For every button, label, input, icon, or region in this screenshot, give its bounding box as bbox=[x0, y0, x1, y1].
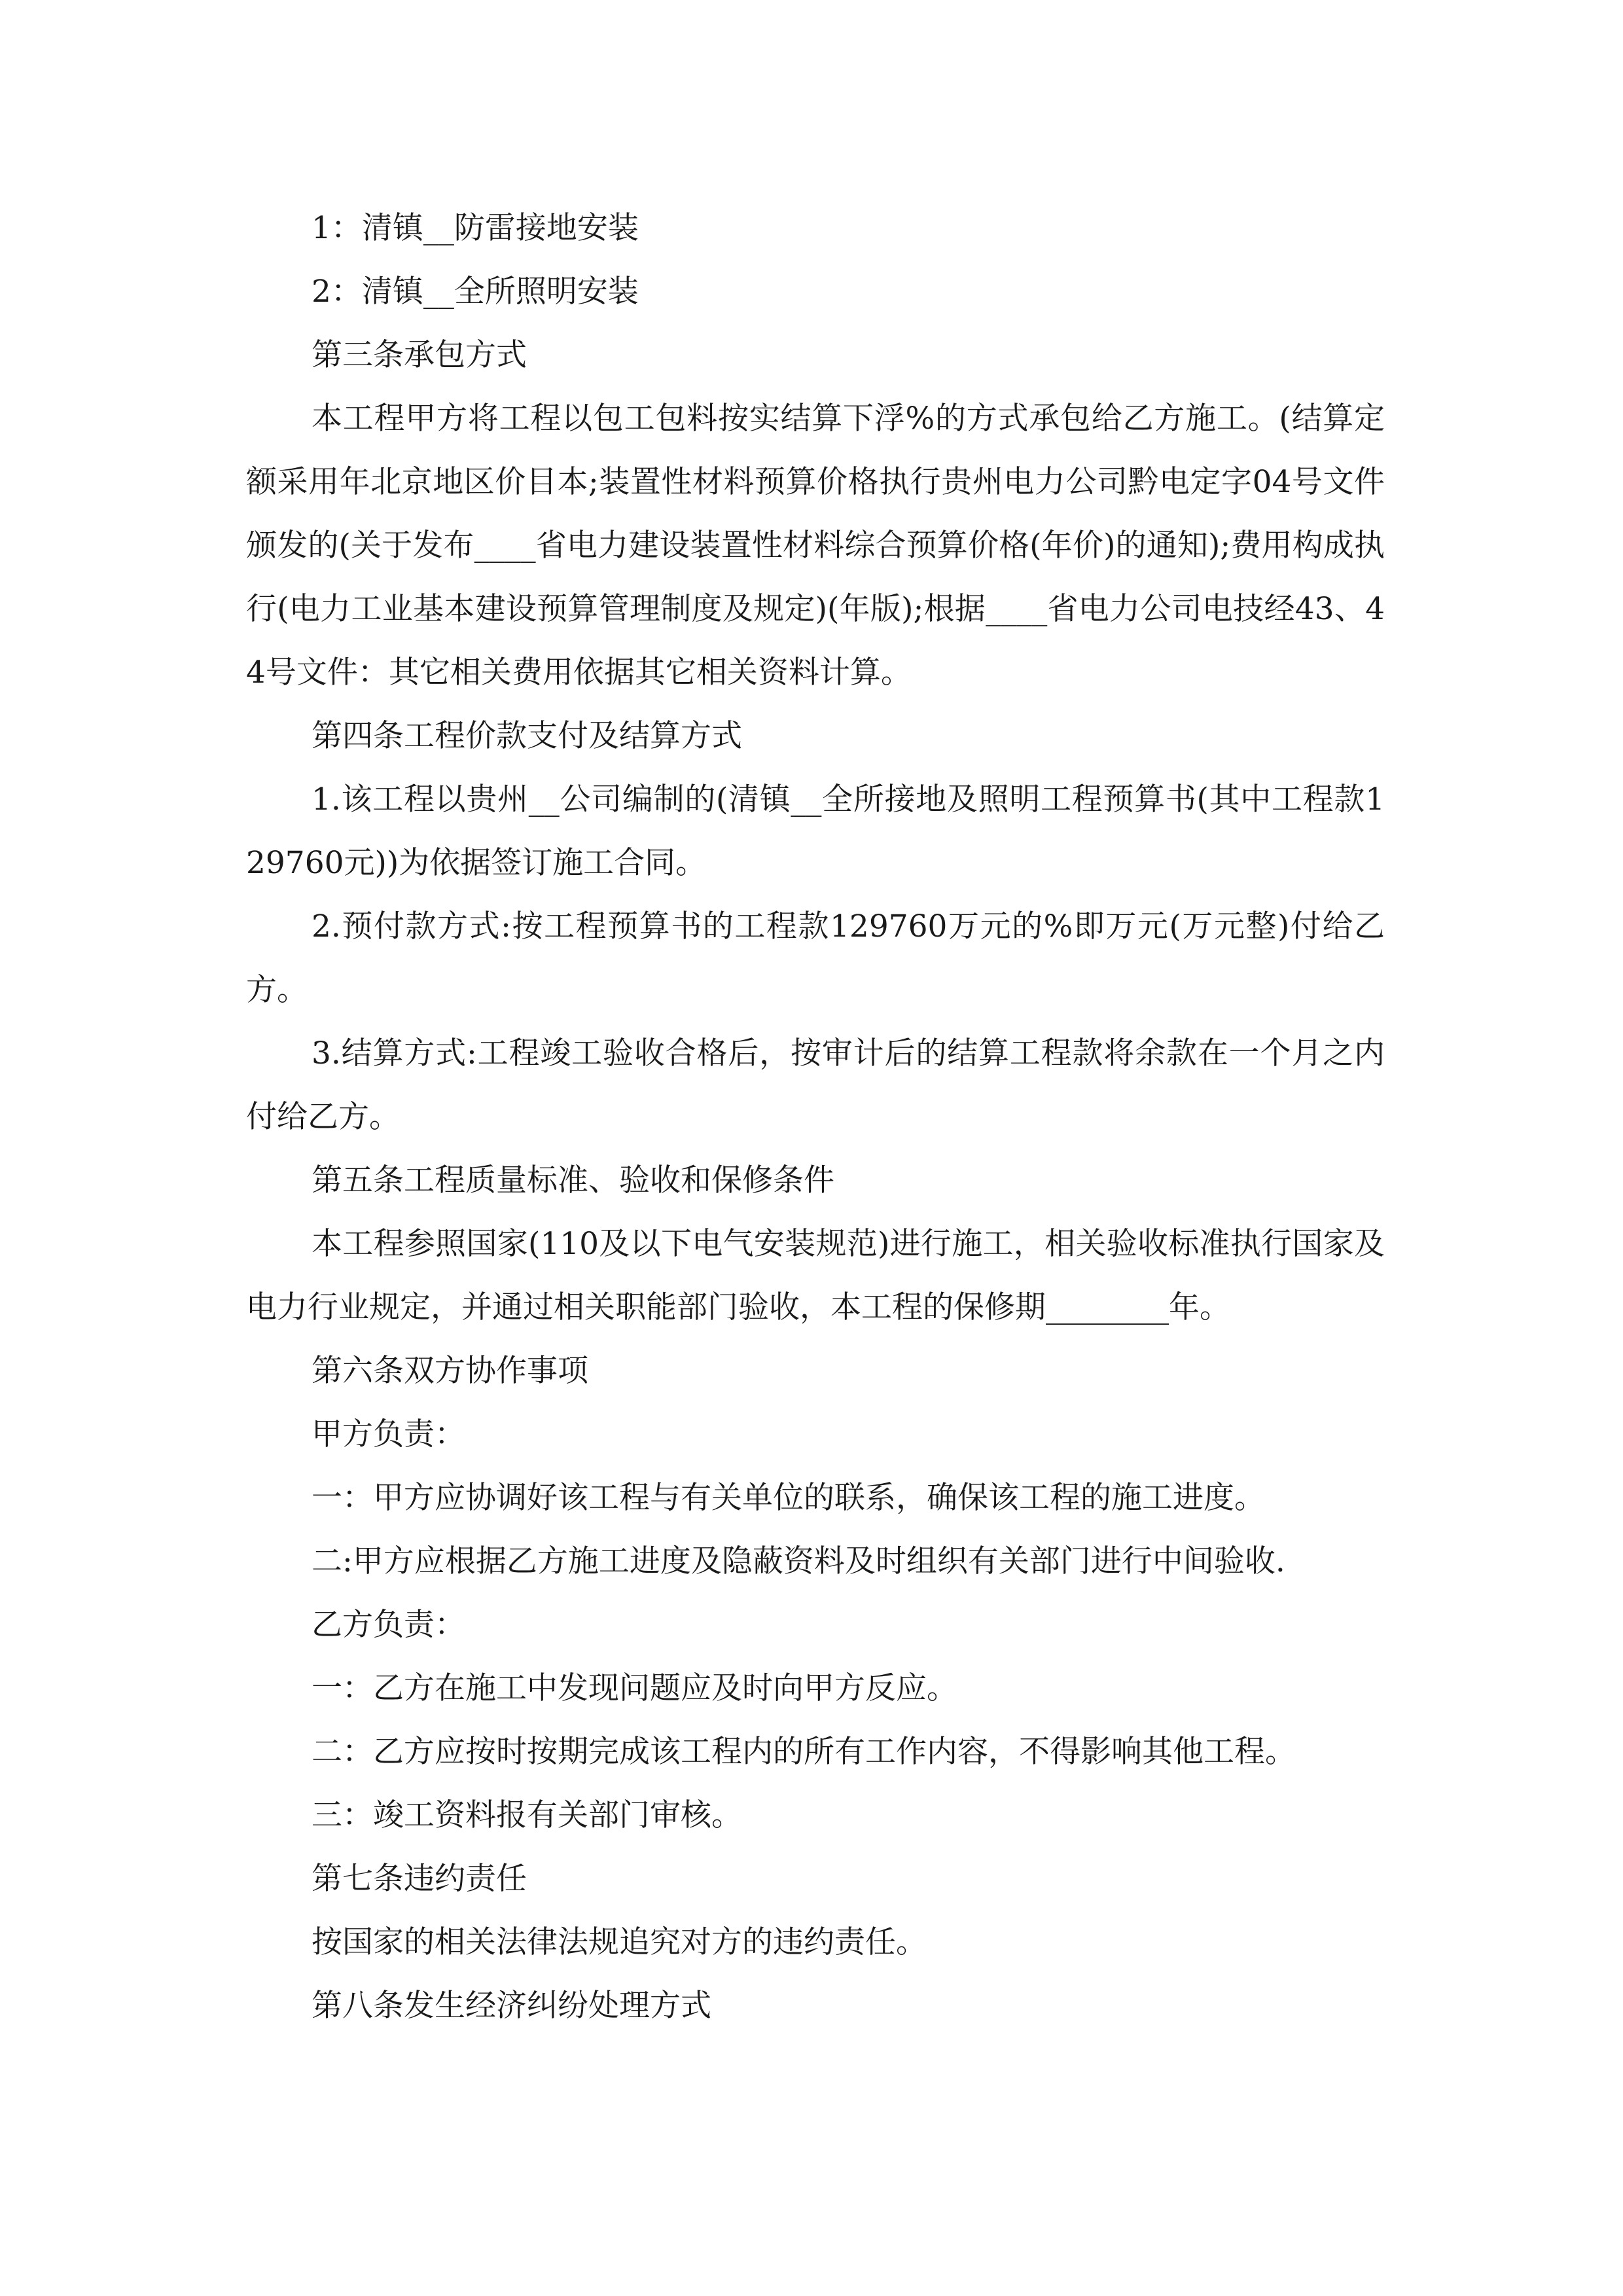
paragraph: 2.预付款方式:按工程预算书的工程款129760万元的%即万元(万元整)付给乙方。 bbox=[246, 908, 1385, 1008]
section-heading: 第七条违约责任 bbox=[312, 1861, 527, 1897]
paragraph: 1：清镇__防雷接地安装 bbox=[312, 210, 639, 246]
paragraph: 三：竣工资料报有关部门审核。 bbox=[312, 1797, 742, 1833]
paragraph: 本工程参照国家(110及以下电气安装规范)进行施工，相关验收标准执行国家及电力行业规定，并通过相关职能部门验收，本工程的保修期________年。 bbox=[246, 1226, 1385, 1325]
section-heading: 第六条双方协作事项 bbox=[312, 1353, 588, 1389]
paragraph: 按国家的相关法律法规追究对方的违约责任。 bbox=[312, 1924, 927, 1960]
document-page bbox=[246, 196, 1385, 2037]
paragraph: 甲方负责： bbox=[312, 1416, 465, 1452]
paragraph: 乙方负责： bbox=[312, 1607, 465, 1643]
section-heading: 第五条工程质量标准、验收和保修条件 bbox=[312, 1162, 834, 1198]
paragraph: 二：乙方应按时按期完成该工程内的所有工作内容，不得影响其他工程。 bbox=[312, 1734, 1296, 1770]
section-heading: 第三条承包方式 bbox=[312, 337, 527, 373]
paragraph: 二:甲方应根据乙方施工进度及隐蔽资料及时组织有关部门进行中间验收. bbox=[312, 1543, 1285, 1579]
paragraph: 一：甲方应协调好该工程与有关单位的联系，确保该工程的施工进度。 bbox=[312, 1480, 1265, 1516]
section-heading: 第四条工程价款支付及结算方式 bbox=[312, 718, 742, 754]
section-heading: 第八条发生经济纠纷处理方式 bbox=[312, 1988, 711, 2024]
paragraph: 一：乙方在施工中发现问题应及时向甲方反应。 bbox=[312, 1670, 957, 1706]
paragraph: 1.该工程以贵州__公司编制的(清镇__全所接地及照明工程预算书(其中工程款129760元))为依据签订施工合同。 bbox=[246, 781, 1385, 881]
paragraph: 2：清镇__全所照明安装 bbox=[312, 274, 639, 310]
paragraph: 本工程甲方将工程以包工包料按实结算下浮%的方式承包给乙方施工。(结算定额采用年北京地区价目本;装置性材料预算价格执行贵州电力公司黔电定字04号文件颁发的(关于发布____省电力建设装置性材料综合预算价格(年价)的通知);费用构成执行(电力工业基本建设预算管理制度及规定)(年版);根据____省电力公司电技经43、44号文件：其它相关费用依据其它相关资料计算。 bbox=[246, 401, 1385, 691]
paragraph: 3.结算方式:工程竣工验收合格后，按审计后的结算工程款将余款在一个月之内付给乙方。 bbox=[246, 1035, 1385, 1135]
